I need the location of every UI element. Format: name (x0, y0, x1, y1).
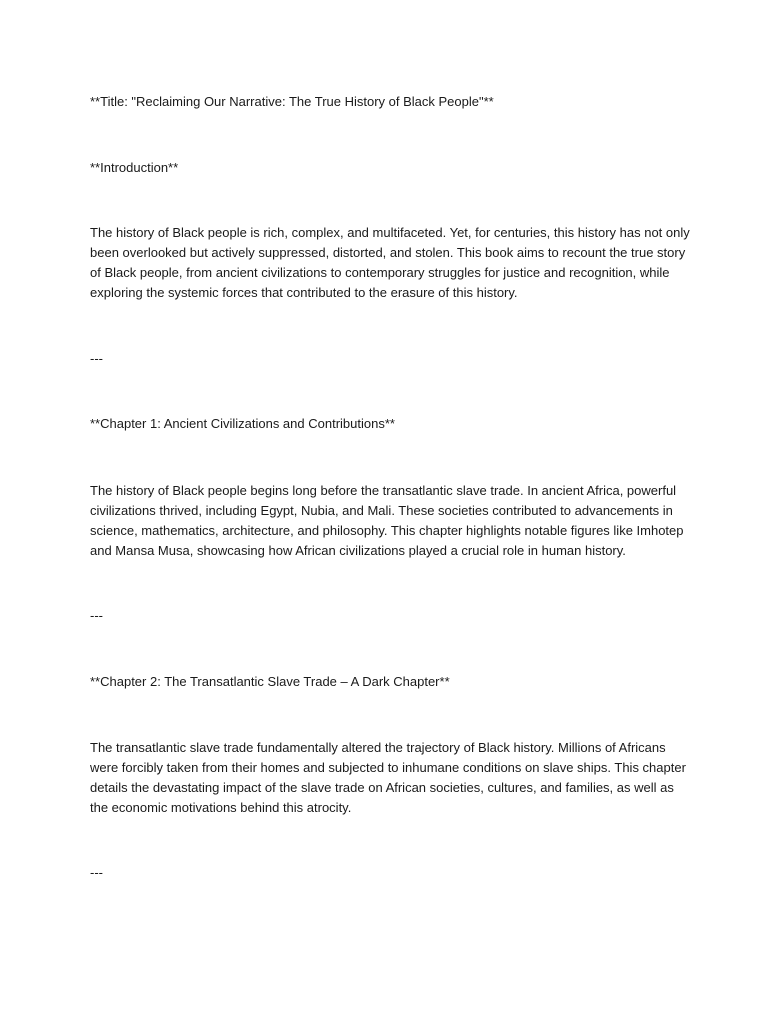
section-separator: --- (90, 865, 103, 880)
chapter-1-paragraph: The history of Black people begins long before the transatlantic slave trade. In ancient Africa, powerful civilizations thrived, including Egypt, Nubia, and Mali. These societies contributed to advancements in science, mathematics, architecture, and philosophy. This chapter highlights notable figures like Imhotep and Mansa Musa, showcasing how African civilizations played a crucial role in human history. (90, 483, 684, 558)
chapter-1-heading: **Chapter 1: Ancient Civilizations and Contributions** (90, 416, 395, 431)
section-separator: --- (90, 608, 103, 623)
introduction-paragraph: The history of Black people is rich, complex, and multifaceted. Yet, for centuries, this history has not only been overlooked but actively suppressed, distorted, and stolen. This book aims to recount the true story of Black people, from ancient civilizations to contemporary struggles for justice and recognition, while exploring the systemic forces that contributed to the erasure of this history. (90, 225, 690, 300)
introduction-heading: **Introduction** (90, 160, 179, 175)
chapter-2-heading: **Chapter 2: The Transatlantic Slave Trade – A Dark Chapter** (90, 674, 450, 689)
chapter-2-paragraph: The transatlantic slave trade fundamentally altered the trajectory of Black history. Millions of Africans were forcibly taken from their homes and subjected to inhumane conditions on slave ships. This chapter details the devastating impact of the slave trade on African societies, cultures, and families, as well as the economic motivations behind this atrocity. (90, 740, 686, 815)
document-title: **Title: "Reclaiming Our Narrative: The True History of Black People"** (90, 94, 494, 109)
section-separator: --- (90, 351, 103, 366)
